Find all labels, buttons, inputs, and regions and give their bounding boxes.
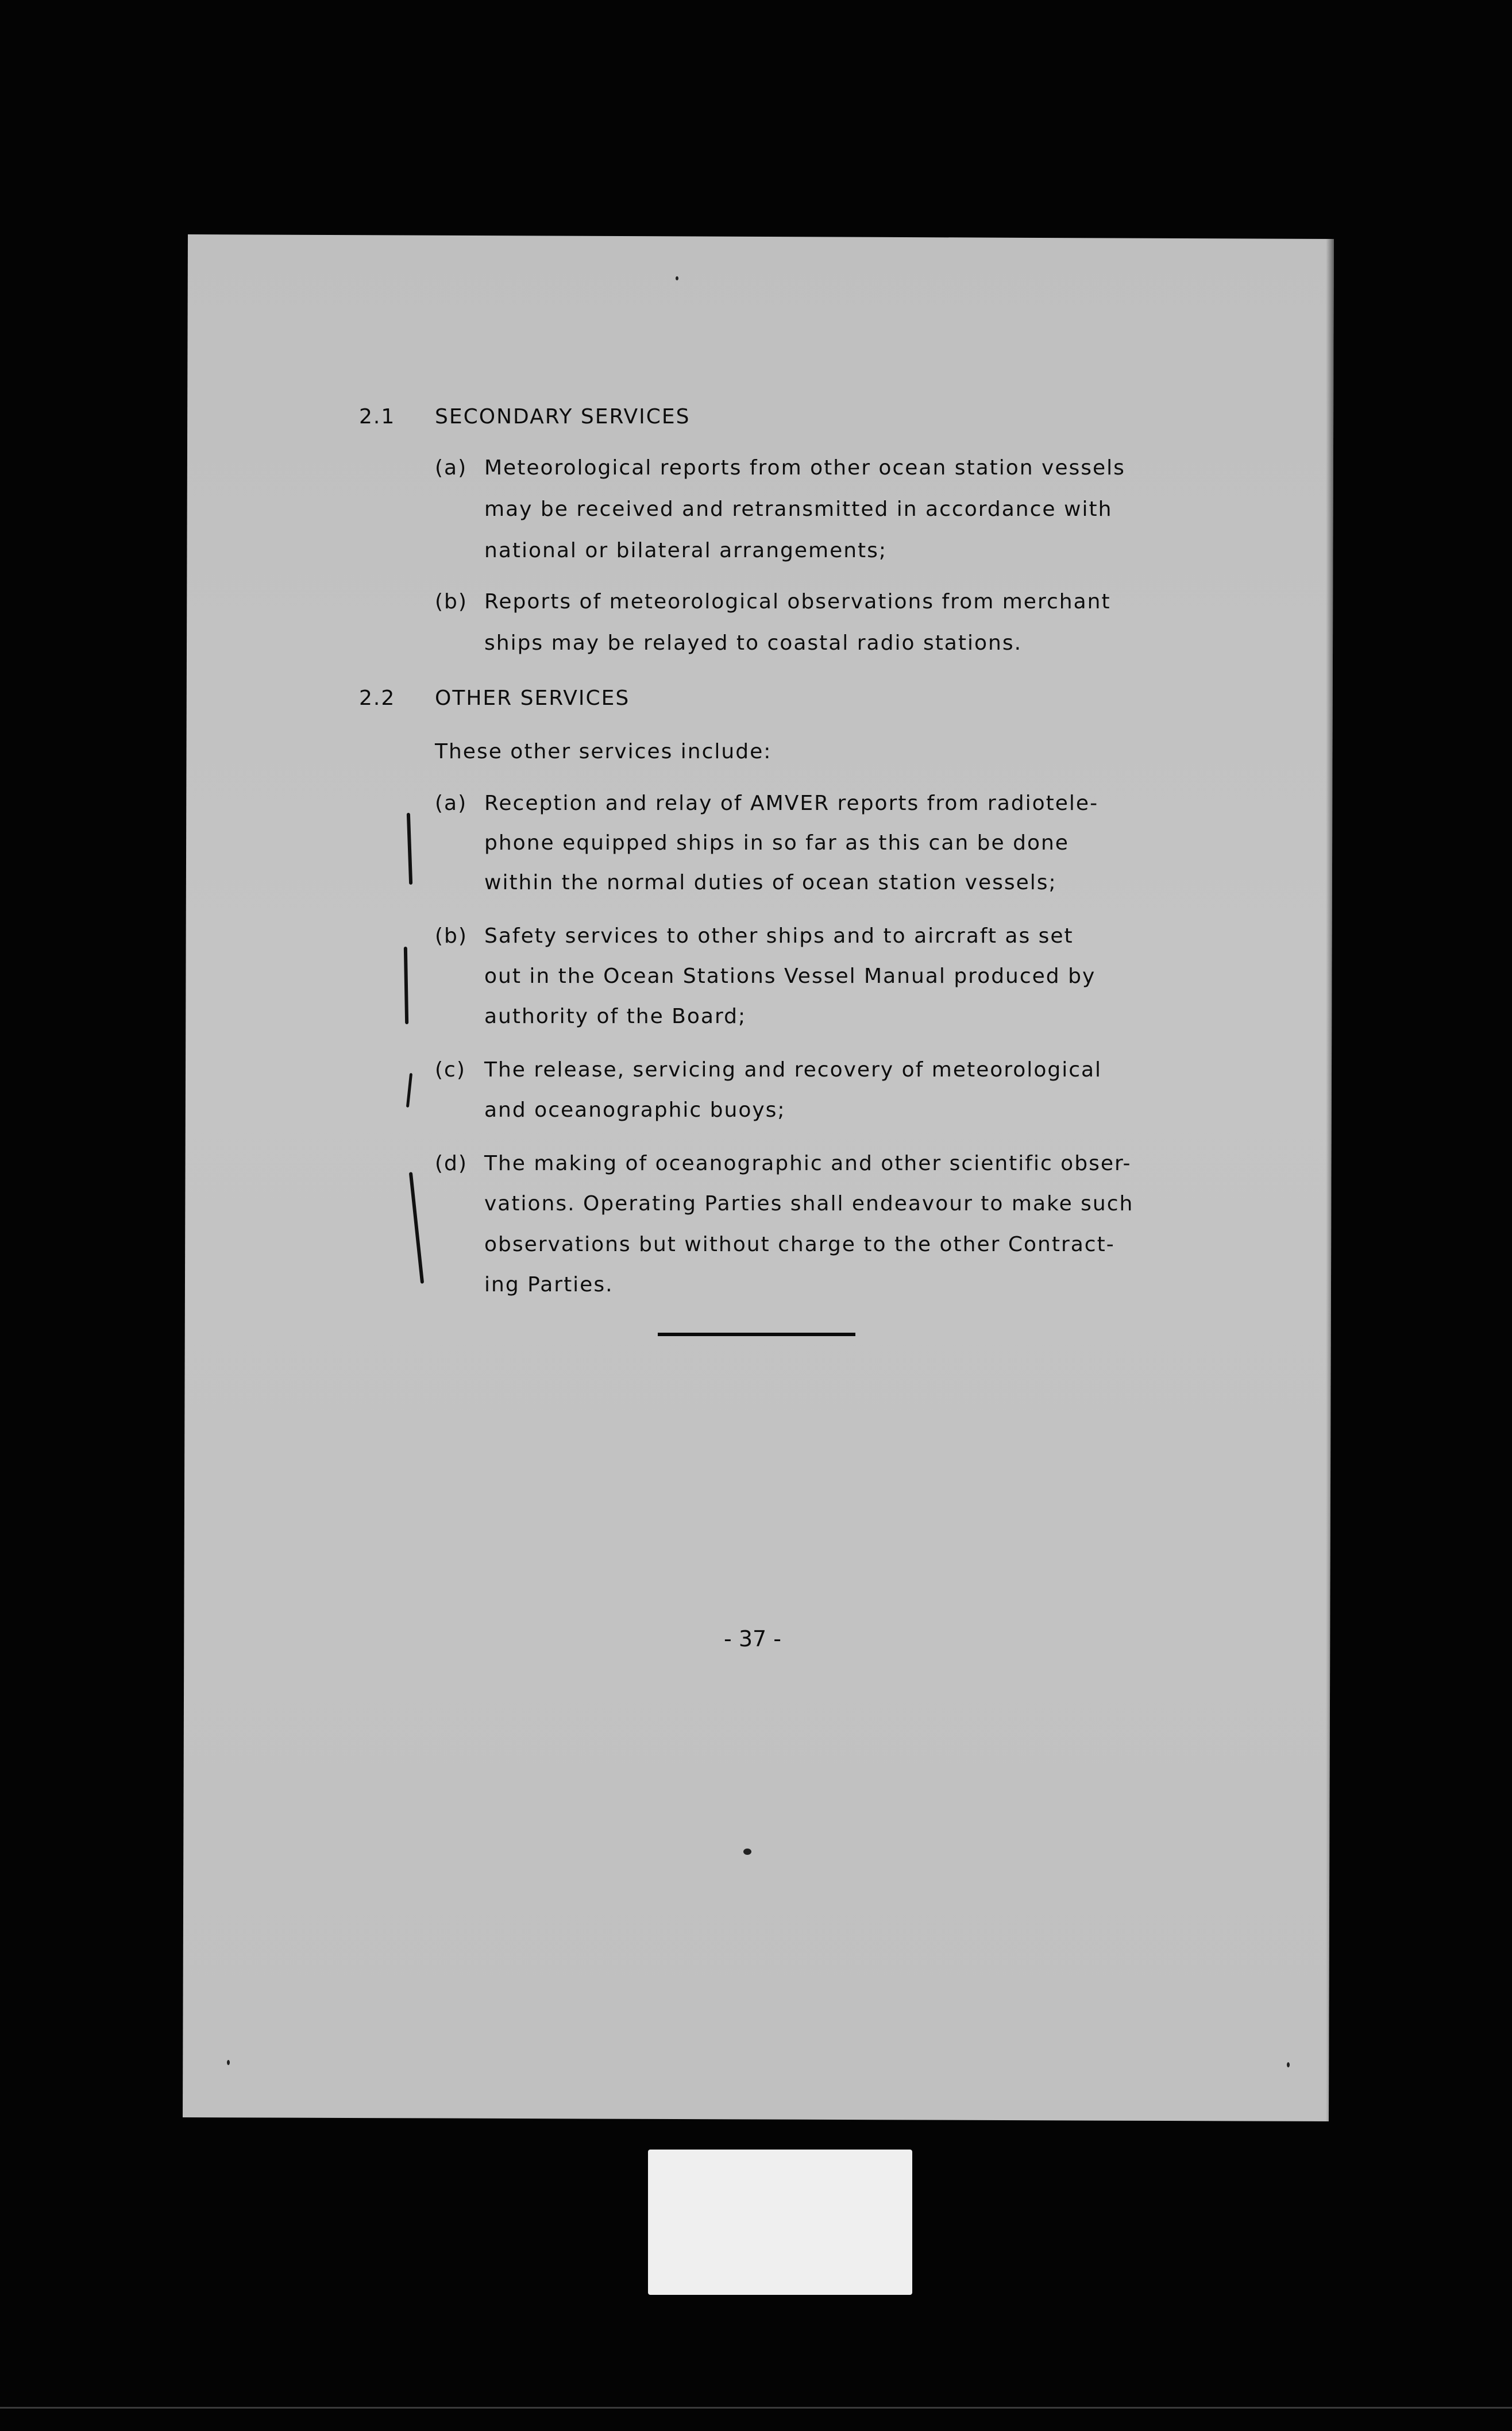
item-label: (a) bbox=[435, 792, 468, 815]
item-line: out in the Ocean Stations Vessel Manual produced by bbox=[484, 964, 1096, 988]
ink-speck bbox=[676, 276, 678, 280]
item-line: Reports of meteorological observations from merchant bbox=[484, 590, 1111, 613]
item-line: Reception and relay of AMVER reports from radiotele- bbox=[484, 792, 1099, 815]
item-line: phone equipped ships in so far as this can be done bbox=[484, 831, 1069, 855]
section-number: 2.2 bbox=[359, 686, 396, 710]
item-line: and oceanographic buoys; bbox=[484, 1098, 786, 1122]
frame-edge-line bbox=[0, 2407, 1512, 2409]
section-title: OTHER SERVICES bbox=[435, 686, 630, 710]
item-line: authority of the Board; bbox=[484, 1005, 747, 1028]
section-intro: These other services include: bbox=[435, 740, 772, 763]
item-line: within the normal duties of ocean station vessels; bbox=[484, 871, 1057, 894]
item-label: (c) bbox=[435, 1058, 466, 1082]
section-number: 2.1 bbox=[359, 405, 396, 429]
item-label: (b) bbox=[435, 590, 468, 613]
item-line: Meteorological reports from other ocean station vessels bbox=[484, 456, 1125, 480]
item-line: may be received and retransmitted in accordance with bbox=[484, 497, 1113, 521]
item-label: (a) bbox=[435, 456, 468, 480]
item-line: ing Parties. bbox=[484, 1273, 614, 1296]
ink-speck bbox=[743, 1849, 751, 1855]
page-number: - 37 - bbox=[724, 1626, 781, 1651]
ink-speck bbox=[1287, 2062, 1290, 2067]
item-line: The making of oceanographic and other scientific obser- bbox=[484, 1152, 1132, 1175]
item-line: ships may be relayed to coastal radio stations. bbox=[484, 631, 1023, 655]
item-line: Safety services to other ships and to aircraft as set bbox=[484, 924, 1074, 948]
blank-card bbox=[648, 2150, 912, 2295]
item-label: (b) bbox=[435, 924, 468, 948]
item-line: The release, servicing and recovery of meteorological bbox=[484, 1058, 1102, 1082]
item-line: national or bilateral arrangements; bbox=[484, 539, 888, 562]
item-label: (d) bbox=[435, 1152, 468, 1175]
ink-speck bbox=[227, 2060, 230, 2065]
end-rule bbox=[658, 1333, 855, 1336]
item-line: vations. Operating Parties shall endeavour to make such bbox=[484, 1192, 1134, 1216]
section-title: SECONDARY SERVICES bbox=[435, 405, 691, 429]
item-line: observations but without charge to the other Contract- bbox=[484, 1233, 1115, 1256]
